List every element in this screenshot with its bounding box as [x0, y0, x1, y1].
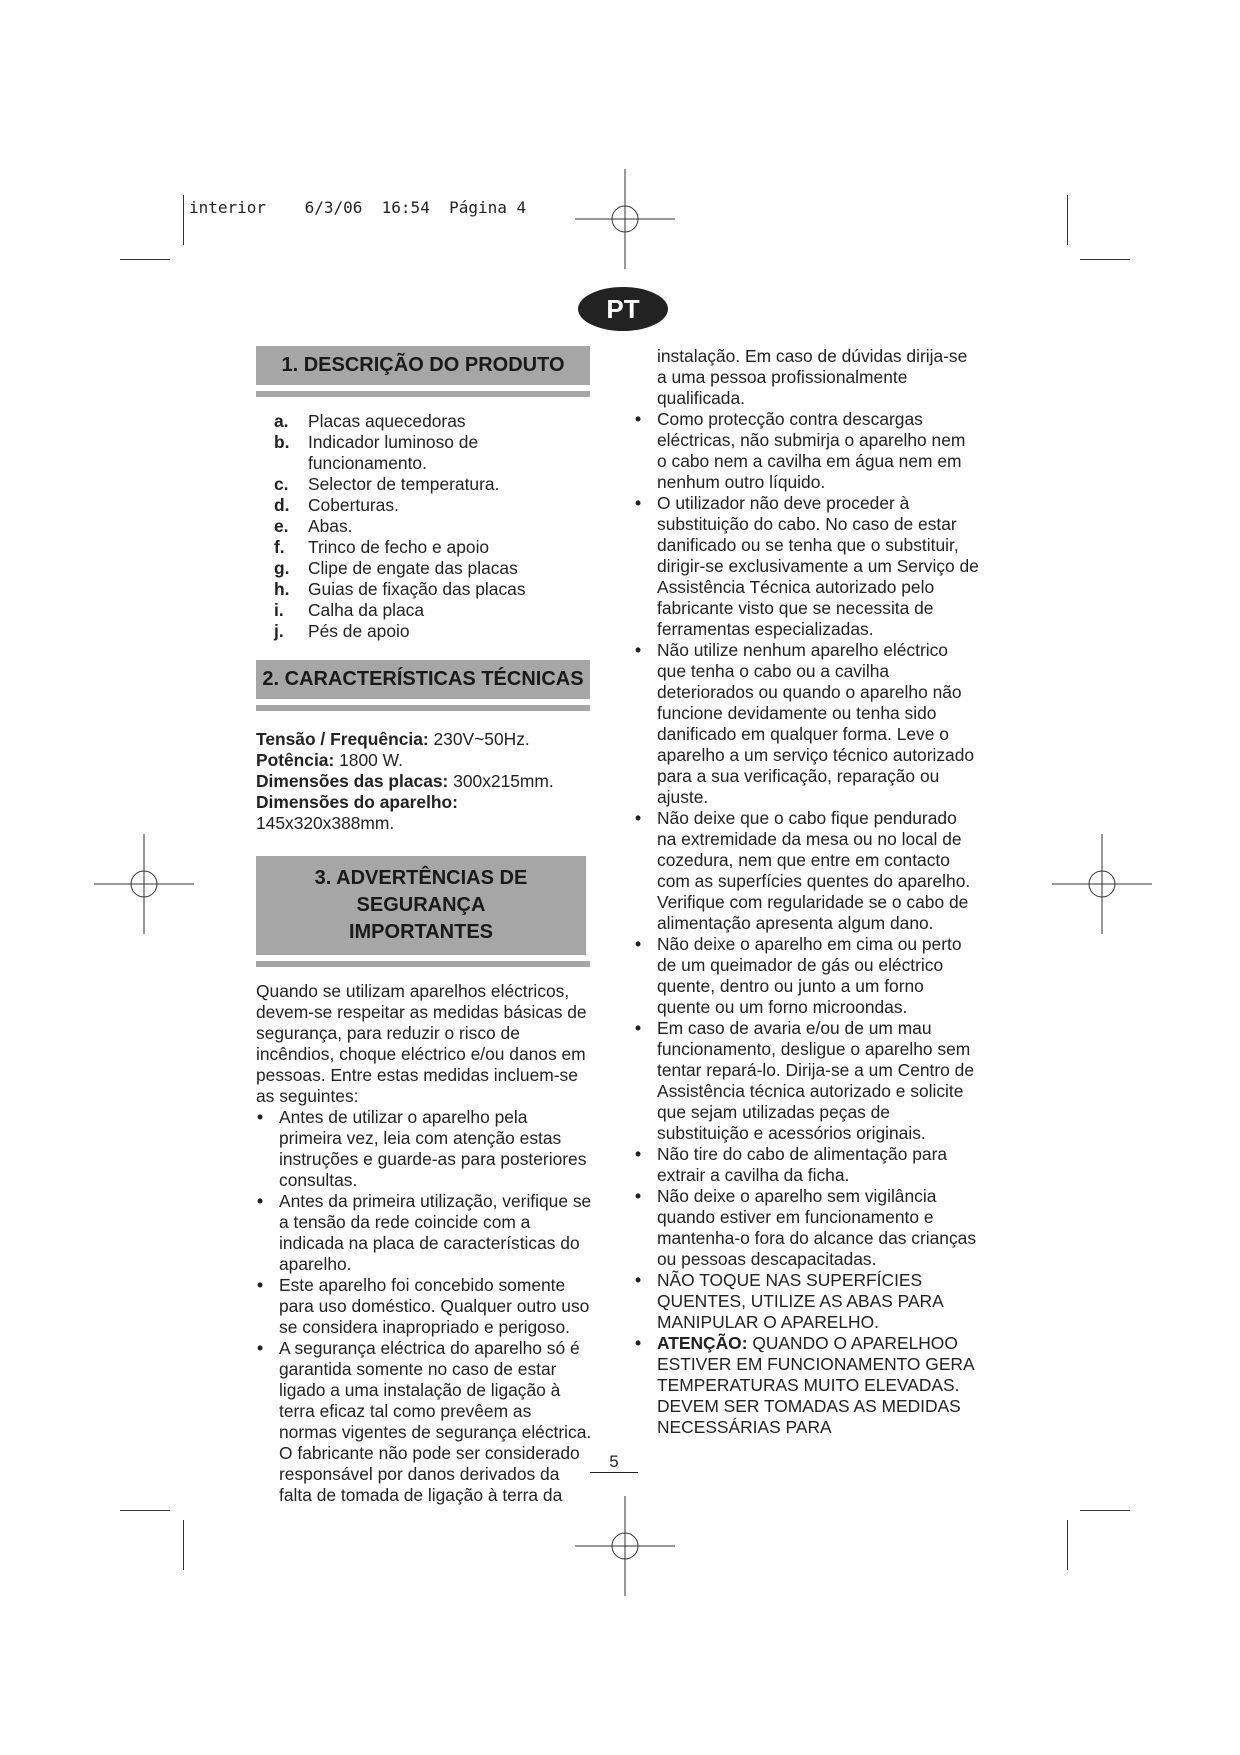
- section-rule: [256, 961, 590, 967]
- spec-row: Dimensões das placas: 300x215mm.: [256, 771, 554, 791]
- registration-mark-icon: [575, 1496, 675, 1596]
- crop-mark: [120, 1510, 170, 1511]
- list-item: • NÃO TOQUE NAS SUPERFÍCIES QUENTES, UTILIZE AS ABAS PARA MANIPULAR O APARELHO.: [634, 1270, 979, 1333]
- technical-specs: [256, 729, 594, 834]
- section-rule: [256, 705, 590, 711]
- section-heading-description: 1. DESCRIÇÃO DO PRODUTO: [256, 346, 590, 385]
- crop-mark: [1080, 259, 1130, 260]
- section-heading-safety: 3. ADVERTÊNCIAS DE SEGURANÇA IMPORTANTES: [256, 856, 586, 955]
- list-item: d. Coberturas.: [274, 495, 399, 515]
- crop-mark: [183, 195, 184, 245]
- list-item: i. Calha da placa: [274, 600, 425, 620]
- list-item: h. Guias de fixação das placas: [274, 579, 526, 599]
- list-item: • Não deixe o aparelho sem vigilância quando estiver em funcionamento e mantenha-o fora do alcance das crianças ou pessoas descapacitadas.: [634, 1186, 979, 1270]
- list-item: g. Clipe de engate das placas: [274, 558, 518, 578]
- safety-intro: Quando se utilizam aparelhos eléctricos, devem-se respeitar as medidas básicas de segurança, para reduzir o risco de incêndios, choque eléctrico e/ou danos em pessoas. Entre estas medidas incluem-se as seguintes:: [256, 981, 587, 1106]
- right-column: [634, 346, 979, 1438]
- language-badge: PT: [578, 287, 668, 331]
- crop-mark: [183, 1520, 184, 1570]
- list-item: • Não tire do cabo de alimentação para extrair a cavilha da ficha.: [634, 1144, 979, 1186]
- list-item-warning: • ATENÇÃO: QUANDO O APARELHOO ESTIVER EM FUNCIONAMENTO GERA TEMPERATURAS MUITO ELEVADAS. DEVEM SER TOMADAS AS MEDIDAS NECESSÁRIAS PARA: [634, 1333, 979, 1438]
- print-slug-line: interior 6/3/06 16:54 Página 4: [189, 198, 527, 217]
- list-item: • Não deixe que o cabo fique pendurado na extremidade da mesa ou no local de cozedura, nem que entre em contacto com as superfícies quentes do aparelho. Verifique com regularidade se o cabo de alimentação apresenta algum dano.: [634, 808, 979, 934]
- warning-label: ATENÇÃO:: [657, 1333, 748, 1353]
- list-item: • Não deixe o aparelho em cima ou perto de um queimador de gás ou eléctrico quente, dentro ou junto a um forno quente ou um forno microondas.: [634, 934, 979, 1018]
- crop-mark: [1080, 1510, 1130, 1511]
- section-rule: [256, 391, 590, 397]
- list-item: • Como protecção contra descargas eléctricas, não submirja o aparelho nem o cabo nem a cavilha em água nem em nenhum outro líquido.: [634, 409, 979, 493]
- registration-mark-icon: [1052, 834, 1152, 934]
- left-column: [256, 346, 594, 1506]
- list-item-continuation: instalação. Em caso de dúvidas dirija-se a uma pessoa profissionalmente qualificada.: [657, 346, 968, 408]
- spec-row: Tensão / Frequência: 230V~50Hz.: [256, 729, 530, 749]
- list-item: e. Abas.: [274, 516, 353, 536]
- list-item: • Antes de utilizar o aparelho pela primeira vez, leia com atenção estas instruções e guarde-as para posteriores consultas.: [256, 1107, 594, 1191]
- list-item: j. Pés de apoio: [274, 621, 410, 641]
- list-item: • O utilizador não deve proceder à substituição do cabo. No caso de estar danificado ou se tenha que o substituir, dirigir-se exclusivamente a um Serviço de Assistência Técnica autorizado pelo fabricante visto que se necessita de ferramentas especializadas.: [634, 493, 979, 640]
- list-item: c. Selector de temperatura.: [274, 474, 500, 494]
- list-item: a. Placas aquecedoras: [274, 411, 466, 431]
- safety-list-right: [634, 346, 979, 1438]
- registration-mark-icon: [94, 834, 194, 934]
- list-item: • A segurança eléctrica do aparelho só é garantida somente no caso de estar ligado a uma instalação de ligação à terra eficaz tal como prevêem as normas vigentes de segurança eléctrica. O fabricante não pode ser considerado responsável por danos derivados da falta de tomada de ligação à terra da: [256, 1338, 594, 1506]
- list-item: b. Indicador luminoso de funcionamento.: [274, 432, 479, 473]
- crop-mark: [1067, 1520, 1068, 1570]
- list-item: f. Trinco de fecho e apoio: [274, 537, 490, 557]
- list-item: • Este aparelho foi concebido somente para uso doméstico. Qualquer outro uso se considera inapropriado e perigoso.: [256, 1275, 594, 1338]
- crop-mark: [120, 259, 170, 260]
- crop-mark: [1067, 195, 1068, 245]
- page-number: 5: [590, 1451, 638, 1473]
- spec-row: Dimensões do aparelho: 145x320x388mm.: [256, 792, 458, 833]
- section-heading-specs: 2. CARACTERÍSTICAS TÉCNICAS: [256, 660, 590, 699]
- parts-list: [274, 411, 594, 642]
- list-item: • Em caso de avaria e/ou de um mau funcionamento, desligue o aparelho sem tentar repará-lo. Dirija-se a um Centro de Assistência técnica autorizado e solicite que sejam utilizadas peças de substituição e acessórios originais.: [634, 1018, 979, 1144]
- registration-mark-icon: [575, 169, 675, 269]
- spec-row: Potência: 1800 W.: [256, 750, 403, 770]
- safety-list-left: [256, 1107, 594, 1506]
- list-item: • Não utilize nenhum aparelho eléctrico que tenha o cabo ou a cavilha deteriorados ou quando o aparelho não funcione devidamente ou tenha sido danificado em qualquer forma. Leve o aparelho a um serviço técnico autorizado para a sua verificação, reparação ou ajuste.: [634, 640, 979, 808]
- list-item: • Antes da primeira utilização, verifique se a tensão da rede coincide com a indicada na placa de características do aparelho.: [256, 1191, 594, 1275]
